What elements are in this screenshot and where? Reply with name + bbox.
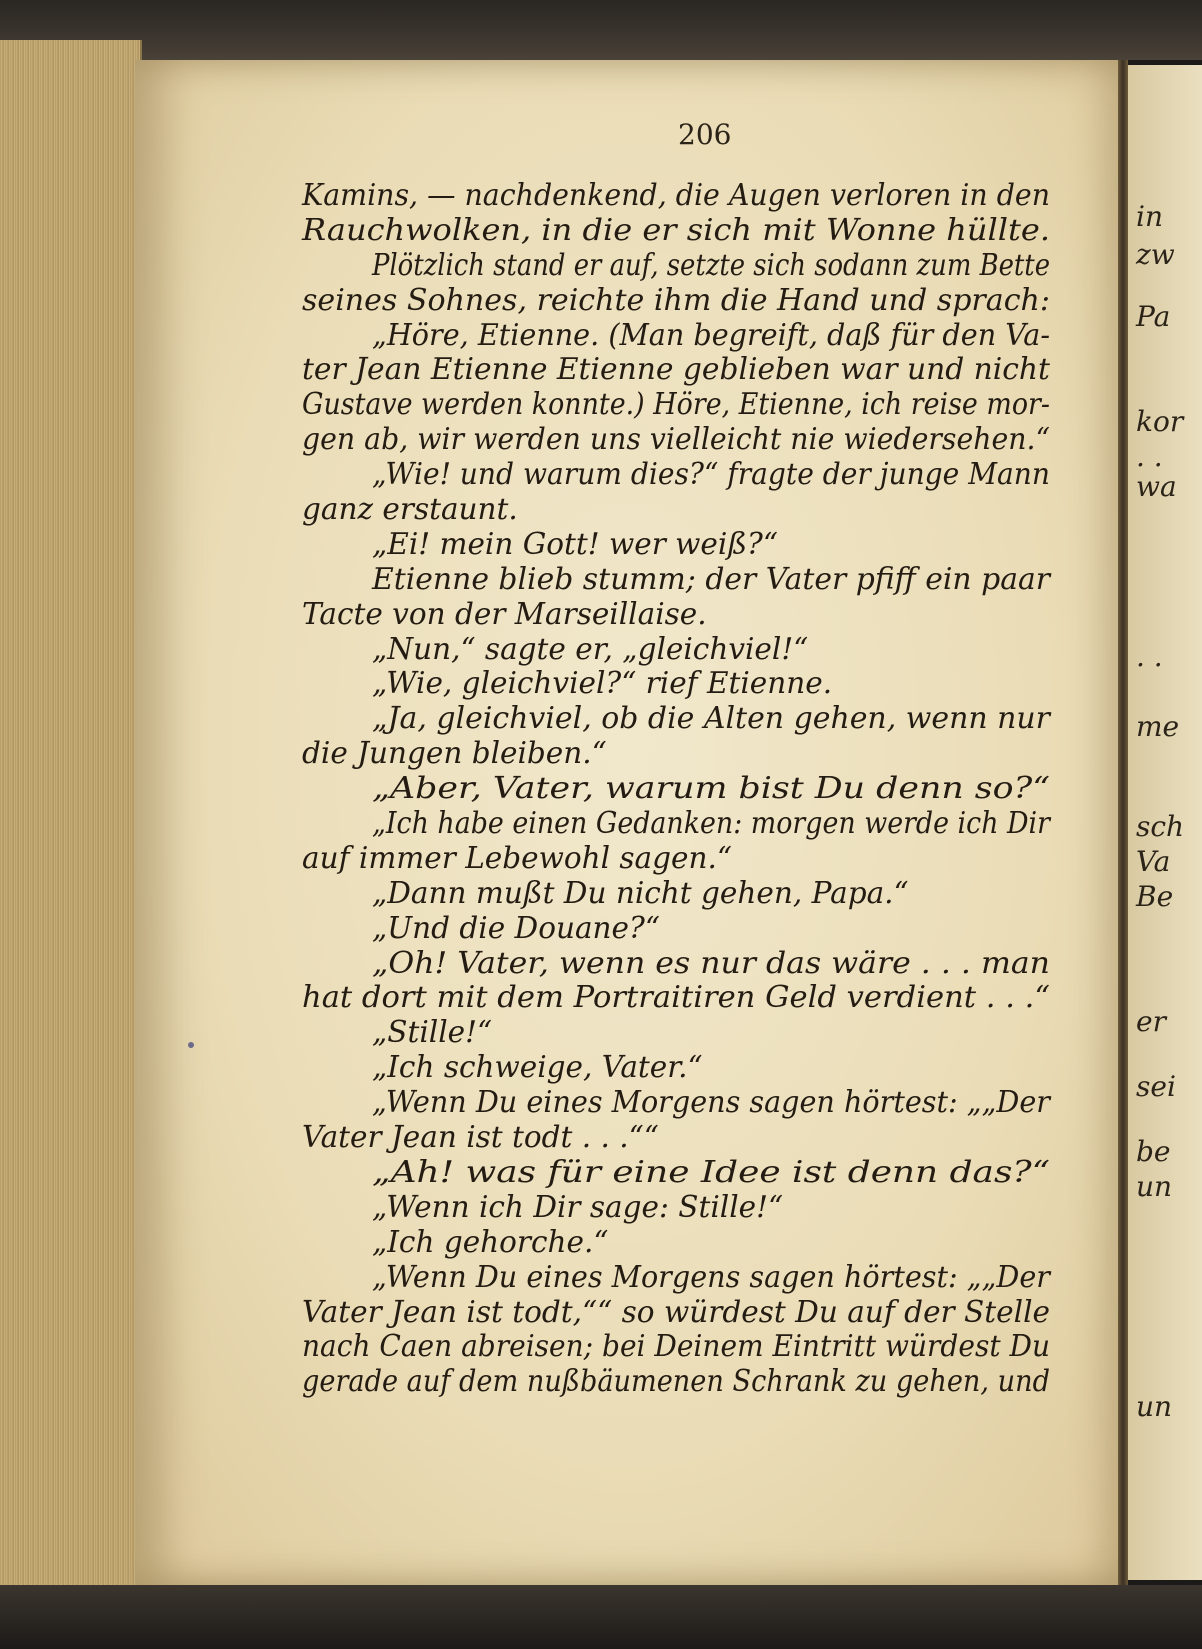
text-line: hat dort mit dem Portraitiren Geld verdient . . .“ [302, 980, 1050, 1015]
next-page-fragment: un [1136, 1390, 1173, 1423]
text-line: nach Caen abreisen; bei Deinem Eintritt würdest Du [302, 1329, 1050, 1364]
next-page-fragment: Pa [1136, 300, 1171, 333]
text-line: „Ei! mein Gott! wer weiß?“ [372, 526, 778, 561]
next-page-fragment: zw [1136, 238, 1175, 271]
next-page-fragment: sei [1136, 1070, 1176, 1103]
text-line: „Wenn Du eines Morgens sagen hörtest: „„Der [372, 1259, 1050, 1294]
next-page-fragment: Be [1136, 880, 1174, 913]
text-line: „Höre, Etienne. (Man begreift, daß für den Va- [372, 317, 1050, 352]
text-line: „Ich gehorche.“ [372, 1224, 609, 1259]
next-page-fragment: wa [1136, 470, 1177, 503]
text-line: Plötzlich stand er auf, setzte sich sodann zum Bette [372, 247, 1050, 282]
text-line: „Wie! und warum dies?“ fragte der junge Mann [372, 457, 1050, 492]
text-line: Rauchwolken, in die er sich mit Wonne hüllte. [302, 212, 1050, 247]
text-line: „Wenn ich Dir sage: Stille!“ [372, 1189, 784, 1224]
text-line: Tacte von der Marseillaise. [302, 596, 707, 631]
next-page-fragment: sch [1136, 810, 1185, 843]
text-line: „Ah! was für eine Idee ist denn das?“ [372, 1154, 1050, 1189]
text-line: „Ja, gleichviel, ob die Alten gehen, wenn nur [372, 701, 1050, 736]
text-line: „Dann mußt Du nicht gehen, Papa.“ [372, 875, 909, 910]
next-page-fragment: . . [1136, 640, 1163, 673]
next-page-fragment: . . [1136, 440, 1163, 473]
page-number: 206 [678, 118, 732, 151]
text-line: Vater Jean ist todt,““ so würdest Du auf der Stelle [302, 1294, 1050, 1329]
text-line: „Nun,“ sagte er, „gleichviel!“ [372, 631, 809, 666]
text-line: Gustave werden konnte.) Höre, Etienne, ich reise mor- [302, 387, 1050, 422]
book-binding-bottom [0, 1585, 1202, 1649]
next-page-fragment: Va [1136, 845, 1171, 878]
text-line: die Jungen bleiben.“ [302, 736, 607, 771]
text-line: „Und die Douane?“ [372, 910, 660, 945]
text-line: „Ich schweige, Vater.“ [372, 1050, 703, 1085]
text-line: „Stille!“ [372, 1015, 493, 1050]
next-page-fragment: in [1136, 200, 1163, 233]
page-edges [0, 40, 142, 1620]
text-line: Vater Jean ist todt . . .““ [302, 1120, 659, 1155]
text-line: gen ab, wir werden uns vielleicht nie wiedersehen.“ [302, 422, 1050, 457]
text-line: seines Sohnes, reichte ihm die Hand und sprach: [302, 282, 1050, 317]
text-line: „Ich habe einen Gedanken: morgen werde ich Dir [372, 806, 1050, 841]
next-page-fragment: un [1136, 1170, 1173, 1203]
text-line: „Oh! Vater, wenn es nur das wäre . . . man [372, 945, 1050, 980]
text-line: Kamins, — nachdenkend, die Augen verloren in den [302, 178, 1050, 212]
next-page-fragment: be [1136, 1135, 1171, 1168]
book-gutter [1118, 60, 1128, 1585]
text-line: Etienne blieb stumm; der Vater pfiff ein paar [372, 561, 1050, 596]
text-line: ganz erstaunt. [302, 492, 518, 527]
book-binding-top [0, 0, 1202, 60]
text-line: „Wenn Du eines Morgens sagen hörtest: „„Der [372, 1085, 1050, 1120]
next-page-fragment: kor [1136, 405, 1184, 438]
text-line: „Aber, Vater, warum bist Du denn so?“ [372, 771, 1050, 806]
text-line: ter Jean Etienne Etienne geblieben war und nicht [302, 352, 1050, 387]
body-text [302, 178, 1102, 1399]
ink-spot [188, 1042, 194, 1048]
text-line: gerade auf dem nußbäumenen Schrank zu gehen, und [302, 1364, 1050, 1399]
next-page-fragment: me [1136, 710, 1180, 743]
next-page-fragment: er [1136, 1005, 1166, 1038]
text-line: „Wie, gleichviel?“ rief Etienne. [372, 666, 833, 701]
text-line: auf immer Lebewohl sagen.“ [302, 840, 732, 875]
